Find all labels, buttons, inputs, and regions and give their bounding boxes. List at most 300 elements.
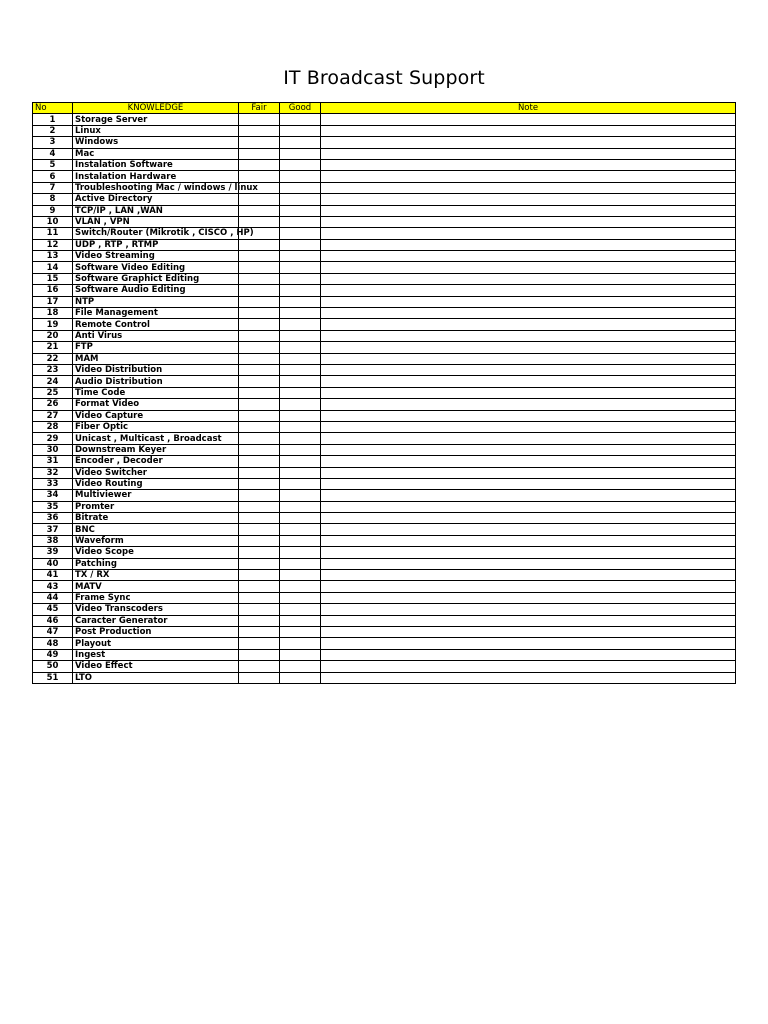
row-number: 2 bbox=[33, 125, 73, 136]
row-note-cell[interactable] bbox=[321, 592, 736, 603]
row-good-cell[interactable] bbox=[280, 137, 321, 148]
row-knowledge: Instalation Software bbox=[73, 159, 239, 170]
row-fair-cell[interactable] bbox=[239, 239, 280, 250]
row-good-cell[interactable] bbox=[280, 239, 321, 250]
row-number: 27 bbox=[33, 410, 73, 421]
row-fair-cell[interactable] bbox=[239, 262, 280, 273]
row-knowledge: Unicast , Multicast , Broadcast bbox=[73, 433, 239, 444]
row-number: 26 bbox=[33, 399, 73, 410]
row-good-cell[interactable] bbox=[280, 125, 321, 136]
row-fair-cell[interactable] bbox=[239, 456, 280, 467]
row-note-cell[interactable] bbox=[321, 296, 736, 307]
row-good-cell[interactable] bbox=[280, 228, 321, 239]
row-fair-cell[interactable] bbox=[239, 251, 280, 262]
row-knowledge: NTP bbox=[73, 296, 239, 307]
row-fair-cell[interactable] bbox=[239, 319, 280, 330]
row-knowledge: Windows bbox=[73, 137, 239, 148]
row-note-cell[interactable] bbox=[321, 535, 736, 546]
row-fair-cell[interactable] bbox=[239, 570, 280, 581]
row-knowledge: Video Effect bbox=[73, 661, 239, 672]
row-note-cell[interactable] bbox=[321, 194, 736, 205]
row-fair-cell[interactable] bbox=[239, 604, 280, 615]
row-fair-cell[interactable] bbox=[239, 615, 280, 626]
row-note-cell[interactable] bbox=[321, 399, 736, 410]
table-row bbox=[33, 387, 736, 398]
row-fair-cell[interactable] bbox=[239, 353, 280, 364]
header-no: No bbox=[33, 103, 73, 114]
table-row bbox=[33, 342, 736, 353]
row-good-cell[interactable] bbox=[280, 308, 321, 319]
header-knowledge: KNOWLEDGE bbox=[73, 103, 239, 114]
row-number: 18 bbox=[33, 308, 73, 319]
row-knowledge: UDP , RTP , RTMP bbox=[73, 239, 239, 250]
row-good-cell[interactable] bbox=[280, 547, 321, 558]
row-number: 12 bbox=[33, 239, 73, 250]
row-number: 29 bbox=[33, 433, 73, 444]
row-good-cell[interactable] bbox=[280, 216, 321, 227]
row-fair-cell[interactable] bbox=[239, 661, 280, 672]
table-row bbox=[33, 478, 736, 489]
row-note-cell[interactable] bbox=[321, 410, 736, 421]
table-row bbox=[33, 399, 736, 410]
row-note-cell[interactable] bbox=[321, 376, 736, 387]
row-fair-cell[interactable] bbox=[239, 216, 280, 227]
row-knowledge: VLAN , VPN bbox=[73, 216, 239, 227]
row-good-cell[interactable] bbox=[280, 604, 321, 615]
row-number: 16 bbox=[33, 285, 73, 296]
row-note-cell[interactable] bbox=[321, 216, 736, 227]
row-number: 45 bbox=[33, 604, 73, 615]
row-good-cell[interactable] bbox=[280, 319, 321, 330]
row-fair-cell[interactable] bbox=[239, 626, 280, 637]
table-row bbox=[33, 137, 736, 148]
table-row bbox=[33, 467, 736, 478]
table-row bbox=[33, 649, 736, 660]
row-knowledge: Fiber Optic bbox=[73, 421, 239, 432]
row-knowledge: Video Streaming bbox=[73, 251, 239, 262]
row-note-cell[interactable] bbox=[321, 444, 736, 455]
row-fair-cell[interactable] bbox=[239, 513, 280, 524]
table-row bbox=[33, 661, 736, 672]
row-note-cell[interactable] bbox=[321, 171, 736, 182]
row-fair-cell[interactable] bbox=[239, 148, 280, 159]
table-row bbox=[33, 159, 736, 170]
row-good-cell[interactable] bbox=[280, 421, 321, 432]
row-note-cell[interactable] bbox=[321, 638, 736, 649]
row-knowledge: MAM bbox=[73, 353, 239, 364]
row-knowledge: Software Video Editing bbox=[73, 262, 239, 273]
row-note-cell[interactable] bbox=[321, 626, 736, 637]
row-good-cell[interactable] bbox=[280, 467, 321, 478]
row-knowledge: Video Scope bbox=[73, 547, 239, 558]
row-fair-cell[interactable] bbox=[239, 273, 280, 284]
row-knowledge: Format Video bbox=[73, 399, 239, 410]
row-good-cell[interactable] bbox=[280, 535, 321, 546]
row-note-cell[interactable] bbox=[321, 308, 736, 319]
table-row bbox=[33, 262, 736, 273]
row-good-cell[interactable] bbox=[280, 592, 321, 603]
row-knowledge: Switch/Router (Mikrotik , CISCO , HP) bbox=[73, 228, 239, 239]
row-fair-cell[interactable] bbox=[239, 649, 280, 660]
row-knowledge: TCP/IP , LAN ,WAN bbox=[73, 205, 239, 216]
table-row bbox=[33, 444, 736, 455]
row-good-cell[interactable] bbox=[280, 182, 321, 193]
row-knowledge: Audio Distribution bbox=[73, 376, 239, 387]
row-good-cell[interactable] bbox=[280, 364, 321, 375]
row-number: 22 bbox=[33, 353, 73, 364]
row-knowledge: Video Switcher bbox=[73, 467, 239, 478]
row-knowledge: Patching bbox=[73, 558, 239, 569]
row-fair-cell[interactable] bbox=[239, 308, 280, 319]
row-number: 33 bbox=[33, 478, 73, 489]
table-row bbox=[33, 456, 736, 467]
row-good-cell[interactable] bbox=[280, 501, 321, 512]
row-number: 32 bbox=[33, 467, 73, 478]
row-note-cell[interactable] bbox=[321, 353, 736, 364]
row-knowledge: File Management bbox=[73, 308, 239, 319]
row-note-cell[interactable] bbox=[321, 581, 736, 592]
header-good: Good bbox=[280, 103, 321, 114]
row-good-cell[interactable] bbox=[280, 626, 321, 637]
row-fair-cell[interactable] bbox=[239, 364, 280, 375]
row-number: 38 bbox=[33, 535, 73, 546]
table-row bbox=[33, 273, 736, 284]
table-row bbox=[33, 114, 736, 125]
table-row bbox=[33, 547, 736, 558]
row-number: 40 bbox=[33, 558, 73, 569]
row-good-cell[interactable] bbox=[280, 171, 321, 182]
row-knowledge: Video Capture bbox=[73, 410, 239, 421]
row-knowledge: Software Graphict Editing bbox=[73, 273, 239, 284]
table-row bbox=[33, 433, 736, 444]
row-good-cell[interactable] bbox=[280, 148, 321, 159]
row-note-cell[interactable] bbox=[321, 467, 736, 478]
row-number: 24 bbox=[33, 376, 73, 387]
row-note-cell[interactable] bbox=[321, 672, 736, 683]
row-number: 28 bbox=[33, 421, 73, 432]
table-row bbox=[33, 239, 736, 250]
row-good-cell[interactable] bbox=[280, 353, 321, 364]
row-fair-cell[interactable] bbox=[239, 444, 280, 455]
row-good-cell[interactable] bbox=[280, 205, 321, 216]
row-good-cell[interactable] bbox=[280, 410, 321, 421]
row-number: 35 bbox=[33, 501, 73, 512]
table-row bbox=[33, 330, 736, 341]
row-note-cell[interactable] bbox=[321, 604, 736, 615]
row-good-cell[interactable] bbox=[280, 581, 321, 592]
row-note-cell[interactable] bbox=[321, 239, 736, 250]
row-note-cell[interactable] bbox=[321, 148, 736, 159]
row-knowledge: Troubleshooting Mac / windows / linux bbox=[73, 182, 239, 193]
row-good-cell[interactable] bbox=[280, 194, 321, 205]
row-good-cell[interactable] bbox=[280, 513, 321, 524]
row-fair-cell[interactable] bbox=[239, 205, 280, 216]
row-number: 37 bbox=[33, 524, 73, 535]
table-row bbox=[33, 376, 736, 387]
row-note-cell[interactable] bbox=[321, 547, 736, 558]
row-knowledge: BNC bbox=[73, 524, 239, 535]
row-knowledge: Bitrate bbox=[73, 513, 239, 524]
row-number: 21 bbox=[33, 342, 73, 353]
row-knowledge: MATV bbox=[73, 581, 239, 592]
row-note-cell[interactable] bbox=[321, 251, 736, 262]
row-fair-cell[interactable] bbox=[239, 410, 280, 421]
row-fair-cell[interactable] bbox=[239, 376, 280, 387]
row-note-cell[interactable] bbox=[321, 182, 736, 193]
row-knowledge: Instalation Hardware bbox=[73, 171, 239, 182]
row-knowledge: LTO bbox=[73, 672, 239, 683]
table-row bbox=[33, 364, 736, 375]
row-note-cell[interactable] bbox=[321, 330, 736, 341]
row-fair-cell[interactable] bbox=[239, 547, 280, 558]
row-good-cell[interactable] bbox=[280, 615, 321, 626]
row-fair-cell[interactable] bbox=[239, 672, 280, 683]
row-note-cell[interactable] bbox=[321, 490, 736, 501]
row-number: 6 bbox=[33, 171, 73, 182]
row-number: 47 bbox=[33, 626, 73, 637]
row-number: 5 bbox=[33, 159, 73, 170]
table-row bbox=[33, 421, 736, 432]
table-row bbox=[33, 319, 736, 330]
row-knowledge: Linux bbox=[73, 125, 239, 136]
row-knowledge: Frame Sync bbox=[73, 592, 239, 603]
row-fair-cell[interactable] bbox=[239, 490, 280, 501]
row-number: 39 bbox=[33, 547, 73, 558]
row-note-cell[interactable] bbox=[321, 137, 736, 148]
table-row bbox=[33, 205, 736, 216]
row-good-cell[interactable] bbox=[280, 330, 321, 341]
row-note-cell[interactable] bbox=[321, 433, 736, 444]
row-good-cell[interactable] bbox=[280, 285, 321, 296]
row-number: 44 bbox=[33, 592, 73, 603]
table-row bbox=[33, 638, 736, 649]
row-note-cell[interactable] bbox=[321, 114, 736, 125]
row-fair-cell[interactable] bbox=[239, 159, 280, 170]
row-knowledge: Promter bbox=[73, 501, 239, 512]
table-body bbox=[33, 114, 736, 684]
row-knowledge: Remote Control bbox=[73, 319, 239, 330]
row-knowledge: Storage Server bbox=[73, 114, 239, 125]
row-number: 34 bbox=[33, 490, 73, 501]
row-fair-cell[interactable] bbox=[239, 342, 280, 353]
row-note-cell[interactable] bbox=[321, 513, 736, 524]
row-good-cell[interactable] bbox=[280, 638, 321, 649]
row-fair-cell[interactable] bbox=[239, 387, 280, 398]
row-note-cell[interactable] bbox=[321, 661, 736, 672]
row-fair-cell[interactable] bbox=[239, 638, 280, 649]
table-row bbox=[33, 615, 736, 626]
row-number: 49 bbox=[33, 649, 73, 660]
row-knowledge: Multiviewer bbox=[73, 490, 239, 501]
row-knowledge: Anti Virus bbox=[73, 330, 239, 341]
row-note-cell[interactable] bbox=[321, 205, 736, 216]
page-title: IT Broadcast Support bbox=[283, 67, 485, 89]
row-good-cell[interactable] bbox=[280, 376, 321, 387]
table-row bbox=[33, 513, 736, 524]
row-number: 8 bbox=[33, 194, 73, 205]
table-row bbox=[33, 182, 736, 193]
table-row bbox=[33, 216, 736, 227]
row-good-cell[interactable] bbox=[280, 387, 321, 398]
row-note-cell[interactable] bbox=[321, 319, 736, 330]
row-good-cell[interactable] bbox=[280, 296, 321, 307]
row-fair-cell[interactable] bbox=[239, 581, 280, 592]
row-fair-cell[interactable] bbox=[239, 285, 280, 296]
row-number: 1 bbox=[33, 114, 73, 125]
row-note-cell[interactable] bbox=[321, 125, 736, 136]
table-row bbox=[33, 125, 736, 136]
row-number: 19 bbox=[33, 319, 73, 330]
row-number: 15 bbox=[33, 273, 73, 284]
row-note-cell[interactable] bbox=[321, 570, 736, 581]
table-row bbox=[33, 285, 736, 296]
row-note-cell[interactable] bbox=[321, 524, 736, 535]
table-row bbox=[33, 490, 736, 501]
row-note-cell[interactable] bbox=[321, 285, 736, 296]
row-knowledge: Waveform bbox=[73, 535, 239, 546]
row-note-cell[interactable] bbox=[321, 364, 736, 375]
table-row bbox=[33, 570, 736, 581]
table-row bbox=[33, 353, 736, 364]
table-row bbox=[33, 410, 736, 421]
row-number: 14 bbox=[33, 262, 73, 273]
row-number: 10 bbox=[33, 216, 73, 227]
row-good-cell[interactable] bbox=[280, 558, 321, 569]
row-number: 43 bbox=[33, 581, 73, 592]
row-fair-cell[interactable] bbox=[239, 194, 280, 205]
row-fair-cell[interactable] bbox=[239, 433, 280, 444]
table-header bbox=[33, 103, 736, 114]
row-number: 30 bbox=[33, 444, 73, 455]
row-knowledge: Ingest bbox=[73, 649, 239, 660]
row-knowledge: Encoder , Decoder bbox=[73, 456, 239, 467]
row-good-cell[interactable] bbox=[280, 524, 321, 535]
row-good-cell[interactable] bbox=[280, 262, 321, 273]
row-fair-cell[interactable] bbox=[239, 421, 280, 432]
row-fair-cell[interactable] bbox=[239, 114, 280, 125]
row-fair-cell[interactable] bbox=[239, 467, 280, 478]
row-number: 36 bbox=[33, 513, 73, 524]
row-good-cell[interactable] bbox=[280, 399, 321, 410]
row-fair-cell[interactable] bbox=[239, 592, 280, 603]
row-fair-cell[interactable] bbox=[239, 535, 280, 546]
row-note-cell[interactable] bbox=[321, 387, 736, 398]
row-note-cell[interactable] bbox=[321, 159, 736, 170]
table-row bbox=[33, 581, 736, 592]
row-good-cell[interactable] bbox=[280, 273, 321, 284]
knowledge-table bbox=[32, 102, 736, 684]
row-knowledge: Caracter Generator bbox=[73, 615, 239, 626]
row-good-cell[interactable] bbox=[280, 251, 321, 262]
header-fair: Fair bbox=[239, 103, 280, 114]
row-knowledge: Playout bbox=[73, 638, 239, 649]
row-knowledge: Downstream Keyer bbox=[73, 444, 239, 455]
row-note-cell[interactable] bbox=[321, 342, 736, 353]
row-fair-cell[interactable] bbox=[239, 296, 280, 307]
row-note-cell[interactable] bbox=[321, 456, 736, 467]
table-row bbox=[33, 251, 736, 262]
row-number: 11 bbox=[33, 228, 73, 239]
row-knowledge: Software Audio Editing bbox=[73, 285, 239, 296]
row-knowledge: Video Distribution bbox=[73, 364, 239, 375]
table-row bbox=[33, 228, 736, 239]
row-knowledge: TX / RX bbox=[73, 570, 239, 581]
row-number: 17 bbox=[33, 296, 73, 307]
row-fair-cell[interactable] bbox=[239, 478, 280, 489]
row-number: 3 bbox=[33, 137, 73, 148]
row-note-cell[interactable] bbox=[321, 421, 736, 432]
header-note: Note bbox=[321, 103, 736, 114]
row-note-cell[interactable] bbox=[321, 558, 736, 569]
row-note-cell[interactable] bbox=[321, 262, 736, 273]
row-note-cell[interactable] bbox=[321, 615, 736, 626]
table-row bbox=[33, 535, 736, 546]
table-row bbox=[33, 626, 736, 637]
table-row bbox=[33, 194, 736, 205]
row-fair-cell[interactable] bbox=[239, 137, 280, 148]
row-good-cell[interactable] bbox=[280, 159, 321, 170]
row-note-cell[interactable] bbox=[321, 649, 736, 660]
row-number: 13 bbox=[33, 251, 73, 262]
row-good-cell[interactable] bbox=[280, 456, 321, 467]
row-good-cell[interactable] bbox=[280, 114, 321, 125]
row-fair-cell[interactable] bbox=[239, 399, 280, 410]
table-row bbox=[33, 672, 736, 683]
row-knowledge: Video Transcoders bbox=[73, 604, 239, 615]
row-fair-cell[interactable] bbox=[239, 330, 280, 341]
table-row bbox=[33, 501, 736, 512]
row-number: 9 bbox=[33, 205, 73, 216]
row-number: 48 bbox=[33, 638, 73, 649]
table-row bbox=[33, 171, 736, 182]
row-good-cell[interactable] bbox=[280, 649, 321, 660]
row-knowledge: Time Code bbox=[73, 387, 239, 398]
table-row bbox=[33, 308, 736, 319]
row-fair-cell[interactable] bbox=[239, 125, 280, 136]
row-number: 41 bbox=[33, 570, 73, 581]
row-good-cell[interactable] bbox=[280, 490, 321, 501]
row-knowledge: FTP bbox=[73, 342, 239, 353]
row-knowledge: Video Routing bbox=[73, 478, 239, 489]
row-note-cell[interactable] bbox=[321, 478, 736, 489]
row-number: 20 bbox=[33, 330, 73, 341]
row-number: 25 bbox=[33, 387, 73, 398]
row-fair-cell[interactable] bbox=[239, 171, 280, 182]
row-good-cell[interactable] bbox=[280, 478, 321, 489]
row-good-cell[interactable] bbox=[280, 570, 321, 581]
row-note-cell[interactable] bbox=[321, 273, 736, 284]
row-fair-cell[interactable] bbox=[239, 524, 280, 535]
row-fair-cell[interactable] bbox=[239, 501, 280, 512]
row-good-cell[interactable] bbox=[280, 444, 321, 455]
table-row bbox=[33, 524, 736, 535]
row-fair-cell[interactable] bbox=[239, 558, 280, 569]
table-row bbox=[33, 558, 736, 569]
row-number: 50 bbox=[33, 661, 73, 672]
row-note-cell[interactable] bbox=[321, 228, 736, 239]
header-row bbox=[33, 103, 736, 114]
row-good-cell[interactable] bbox=[280, 672, 321, 683]
row-good-cell[interactable] bbox=[280, 661, 321, 672]
row-good-cell[interactable] bbox=[280, 342, 321, 353]
row-knowledge: Post Production bbox=[73, 626, 239, 637]
table-row bbox=[33, 296, 736, 307]
row-knowledge: Mac bbox=[73, 148, 239, 159]
row-good-cell[interactable] bbox=[280, 433, 321, 444]
row-note-cell[interactable] bbox=[321, 501, 736, 512]
row-knowledge: Active Directory bbox=[73, 194, 239, 205]
row-number: 23 bbox=[33, 364, 73, 375]
